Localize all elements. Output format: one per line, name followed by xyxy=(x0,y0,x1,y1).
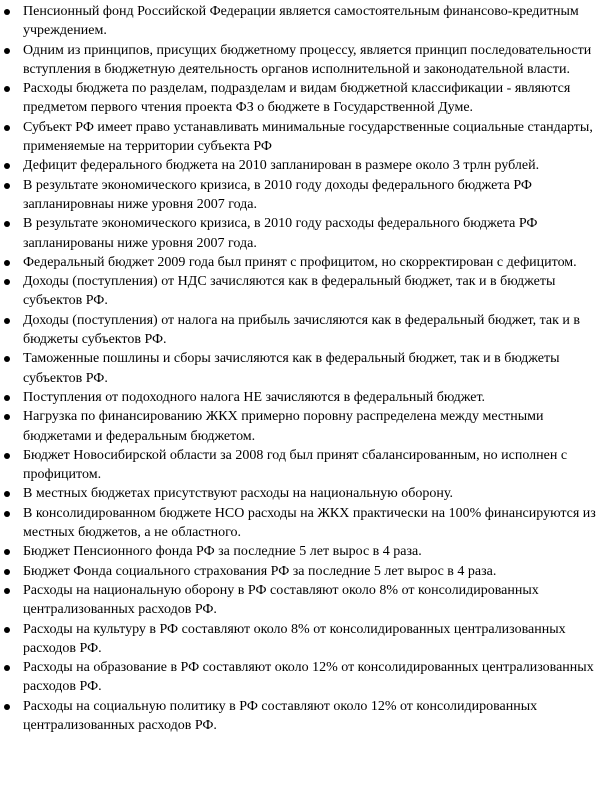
list-item-text: В результате экономического кризиса, в 2010 году доходы федерального бюджета РФ запланировнаы ниже уровня 2007 года. xyxy=(23,177,532,212)
list-item-text: Дефицит федерального бюджета на 2010 запланирован в размере около 3 трлн рублей. xyxy=(23,158,540,174)
list-item-text: В местных бюджетах присутствуют расходы на национальную оборону. xyxy=(23,486,453,502)
list-item-text: Расходы на образование в РФ составляют около 12% от консолидированных централизованных расходов РФ. xyxy=(23,660,594,695)
list-item-text: Нагрузка по финансированию ЖКХ примерно поровну распределена между местными бюджетами и федеральным бюджетом. xyxy=(23,409,544,444)
bullet-icon xyxy=(4,260,10,266)
list-item xyxy=(0,484,600,503)
bullet-icon xyxy=(4,491,10,497)
bullet-icon xyxy=(4,665,10,671)
list-item-text: Федеральный бюджет 2009 года был принят с профицитом, но скорректирован с дефицитом. xyxy=(23,254,577,270)
list-item xyxy=(0,272,600,311)
bullet-icon xyxy=(4,86,10,92)
bullet-icon xyxy=(4,163,10,169)
bullet-icon xyxy=(4,549,10,555)
list-item-text: Доходы (поступления) от налога на прибыль зачисляются как в федеральный бюджет, так и в бюджеты субъектов РФ. xyxy=(23,312,581,348)
bullet-icon xyxy=(4,588,10,594)
list-item xyxy=(0,311,600,350)
bullet-icon xyxy=(4,356,10,362)
list-item xyxy=(0,176,600,215)
list-item xyxy=(0,446,600,485)
list-item-text: Пенсионный фонд Российской Федерации является самостоятельным финансово-кредитным учреждением. xyxy=(23,4,579,39)
list-item xyxy=(0,620,600,659)
list-item xyxy=(0,2,600,41)
bullet-icon xyxy=(4,511,10,517)
bullet-icon xyxy=(4,569,10,575)
bullet-icon xyxy=(4,704,10,710)
list-item xyxy=(0,407,600,446)
list-item xyxy=(0,118,600,157)
list-item-text: В результате экономического кризиса, в 2010 году расходы федерального бюджета РФ запланированы ниже уровня 2007 года. xyxy=(23,216,538,251)
list-item xyxy=(0,41,600,80)
list-item-text: Таможенные пошлины и сборы зачисляются как в федеральный бюджет, так и в бюджеты субъектов РФ. xyxy=(23,351,560,386)
bullet-icon xyxy=(4,318,10,324)
list-item-text: В консолидированном бюджете НСО расходы на ЖКХ практически на 100% финансируются из местных бюджетов, а не областного. xyxy=(23,505,596,541)
list-item-text: Бюджет Пенсионного фонда РФ за последние 5 лет вырос в 4 раза. xyxy=(23,544,422,560)
list-item-text: Расходы на национальную оборону в РФ составляют около 8% от консолидированных централизованных расходов РФ. xyxy=(23,582,539,618)
list-item xyxy=(0,658,600,697)
document-body xyxy=(0,2,600,735)
list-item xyxy=(0,562,600,581)
list-item-text: Доходы (поступления) от НДС зачисляются как в федеральный бюджет, так и в бюджеты субъектов РФ. xyxy=(23,274,556,309)
list-item xyxy=(0,79,600,118)
list-item-text: Поступления от подоходного налога НЕ зачисляются в федеральный бюджет. xyxy=(23,389,486,405)
bullet-icon xyxy=(4,453,10,459)
bullet-icon xyxy=(4,125,10,131)
list-item xyxy=(0,214,600,253)
bullet-icon xyxy=(4,395,10,401)
list-item xyxy=(0,697,600,736)
bullet-icon xyxy=(4,279,10,285)
list-item-text: Расходы бюджета по разделам, подразделам и видам бюджетной классификации - являются предметом первого чтения проекта ФЗ о бюджете в Государственной Думе. xyxy=(23,81,571,116)
bullet-icon xyxy=(4,414,10,420)
list-item xyxy=(0,388,600,407)
bullet-icon xyxy=(4,183,10,189)
list-item xyxy=(0,581,600,620)
list-item-text: Субъект РФ имеет право устанавливать минимальные государственные социальные стандарты, применяемые на территории субъекта РФ xyxy=(23,119,593,155)
list-item xyxy=(0,349,600,388)
list-item xyxy=(0,504,600,543)
bullet-icon xyxy=(4,221,10,227)
list-item-text: Одним из принципов, присущих бюджетному процессу, является принцип последовательности вступления в бюджетную деятельность органов исполнительной и законодательной власти. xyxy=(23,42,592,77)
list-item xyxy=(0,156,600,175)
list-item-text: Расходы на культуру в РФ составляют около 8% от консолидированных централизованных расходов РФ. xyxy=(23,621,566,656)
list-item xyxy=(0,542,600,561)
list-item xyxy=(0,253,600,272)
list-item-text: Расходы на социальную политику в РФ составляют около 12% от консолидированных централизованных расходов РФ. xyxy=(23,698,538,733)
statement-list xyxy=(0,2,600,735)
bullet-icon xyxy=(4,9,10,15)
list-item-text: Бюджет Фонда социального страхования РФ за последние 5 лет вырос в 4 раза. xyxy=(23,563,497,579)
list-item-text: Бюджет Новосибирской области за 2008 год был принят сбалансированным, но исполнен с профицитом. xyxy=(23,447,568,483)
bullet-icon xyxy=(4,48,10,54)
bullet-icon xyxy=(4,627,10,633)
